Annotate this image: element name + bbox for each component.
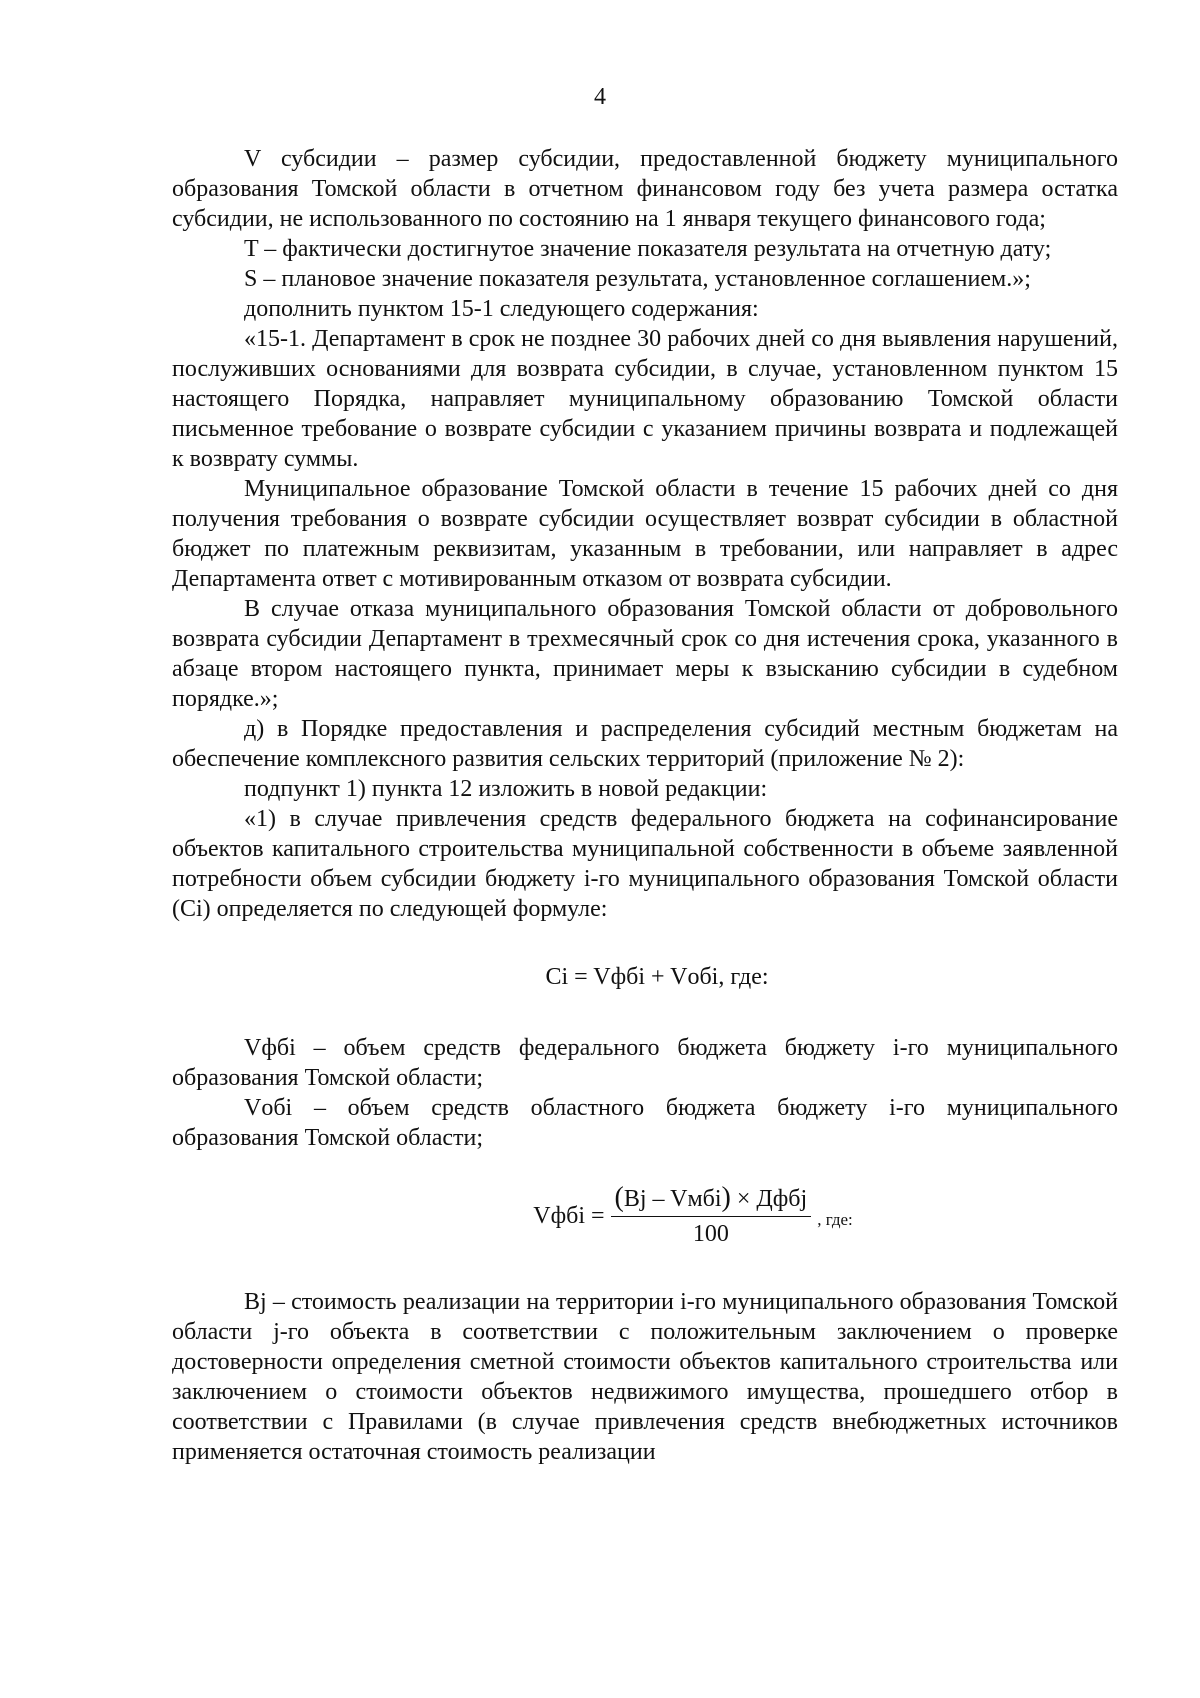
subclause-1: «1) в случае привлечения средств федерального бюджета на софинансирование объектов капитального строительства муниципальной собственности в объеме заявленной потребности объем субсидии бюджету i-го муниципального образования Томской области (Ci) определяется по следующей формуле:: [172, 806, 1118, 922]
document-body: [172, 144, 1118, 1467]
formula-vfb: [172, 1183, 1118, 1249]
formula-lhs: Vфбi =: [533, 1203, 605, 1229]
paren-close: ): [721, 1182, 731, 1213]
numerator-inner: Bj – Vмбi: [623, 1186, 722, 1212]
clause-15-1: «15-1. Департамент в срок не позднее 30 рабочих дней со дня выявления нарушений, послуживших основаниями для возврата субсидии, в случае, установленном пунктом 15 настоящего Порядка, направляет муниципальному образованию Томской области письменное требование о возврате субсидии с указанием причины возврата и подлежащей к возврату суммы.: [172, 326, 1118, 472]
definition-vfb: Vфбi – объем средств федерального бюджета бюджету i-го муниципального образования Томской области;: [172, 1035, 1118, 1091]
definition-bj: Bj – стоимость реализации на территории i-го муниципального образования Томской области j-го объекта в соответствии с положительным заключением о проверке достоверности определения сметной стоимости объектов капитального строительства или заключением о стоимости объектов недвижимого имущества, прошедшего отбор в соответствии с Правилами (в случае привлечения средств внебюджетных источников применяется остаточная стоимость реализации: [172, 1289, 1118, 1465]
definition-t: T – фактически достигнутое значение показателя результата на отчетную дату;: [244, 236, 1052, 262]
paren-open: (: [614, 1182, 624, 1213]
clause-return-procedure: Муниципальное образование Томской области в течение 15 рабочих дней со дня получения требования о возврате субсидии осуществляет возврат субсидии в областной бюджет по платежным реквизитам, указанным в требовании, или направляет в адрес Департамента ответ с мотивированным отказом от возврата субсидии.: [172, 476, 1118, 592]
amendment-intro: дополнить пунктом 15-1 следующего содержания:: [244, 296, 759, 322]
numerator-tail: × Дфбj: [730, 1186, 808, 1212]
fraction-numerator: [611, 1183, 812, 1217]
definition-vob: Vобi – объем средств областного бюджета бюджету i-го муниципального образования Томской области;: [172, 1095, 1118, 1151]
subclause-intro: подпункт 1) пункта 12 изложить в новой редакции:: [244, 776, 768, 802]
definition-v-subsidy: V субсидии – размер субсидии, предоставленной бюджету муниципального образования Томской области в отчетном финансовом году без учета размера остатка субсидии, не использованного по состоянию на 1 января текущего финансового года;: [172, 146, 1118, 232]
definition-s: S – плановое значение показателя результата, установленное соглашением.»;: [244, 266, 1031, 292]
fraction-denominator: 100: [692, 1221, 729, 1247]
clause-refusal: В случае отказа муниципального образования Томской области от добровольного возврата субсидии Департамент в трехмесячный срок со дня истечения срока, указанного в абзаце втором настоящего пункта, принимает меры к взысканию субсидии в судебном порядке.»;: [172, 596, 1118, 712]
clause-d: д) в Порядке предоставления и распределения субсидий местным бюджетам на обеспечение комплексного развития сельских территорий (приложение № 2):: [172, 716, 1118, 772]
page-number: 4: [594, 84, 606, 110]
fraction: [611, 1183, 812, 1249]
formula-tail: , где:: [817, 1210, 853, 1229]
formula-ci: Ci = Vфбi + Vобi, где:: [545, 964, 769, 990]
